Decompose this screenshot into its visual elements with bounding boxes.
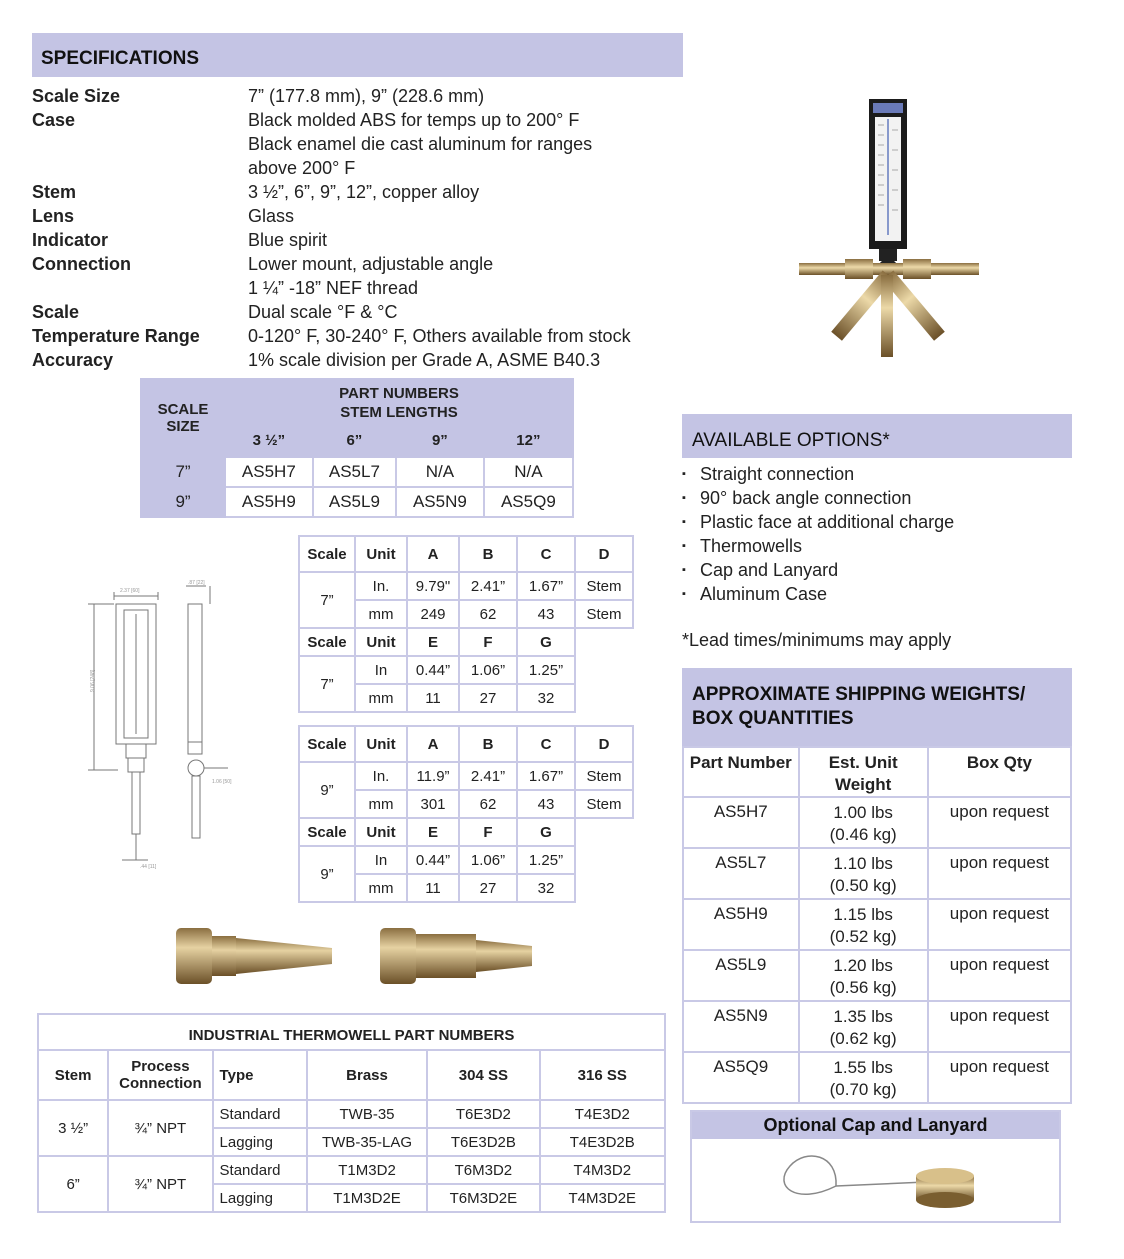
dimension-scale-cell: 7” [299, 572, 355, 628]
thermowell-connection: ¾” NPT [108, 1100, 212, 1156]
weight-lbs: 1.55 lbs [833, 1058, 893, 1077]
weight-lbs: 1.35 lbs [833, 1007, 893, 1026]
thermowell-header: 304 SS [427, 1050, 539, 1100]
dimension-header: Unit [355, 536, 407, 572]
spec-value-line: 1% scale division per Grade A, ASME B40.3 [248, 350, 601, 370]
thermowell-part-number: T4M3D2 [540, 1156, 665, 1184]
dimension-scale-cell: 7” [299, 656, 355, 712]
thermowell-stem: 6” [38, 1156, 108, 1212]
thermowell-photo-lagging [376, 922, 538, 992]
table-row [38, 1156, 665, 1184]
spec-value [248, 348, 688, 372]
part-number-cell: AS5L7 [313, 457, 396, 487]
dimension-header: G [517, 628, 575, 656]
shipping-box-qty: upon request [928, 899, 1071, 950]
stem-length-header: 6” [313, 423, 396, 457]
stem-length-header: 3 ½” [225, 423, 313, 457]
thermowell-part-number: TWB-35 [307, 1100, 427, 1128]
thermowell-header: Stem [38, 1050, 108, 1100]
thermowell-part-number: T6E3D2B [427, 1128, 539, 1156]
shipping-box-qty: upon request [928, 1052, 1071, 1103]
shipping-header: Part Number [683, 747, 799, 797]
dimension-unit: mm [355, 790, 407, 818]
cap-lanyard-photo [776, 1146, 994, 1216]
spec-label: Temperature Range [32, 326, 200, 346]
dimension-header: D [575, 536, 633, 572]
blank-cell [575, 846, 633, 874]
scale-size-cell: 7” [141, 457, 225, 487]
shipping-header: Est. Unit Weight [799, 747, 928, 797]
dimension-header: E [407, 628, 459, 656]
dimension-value: 0.44” [407, 846, 459, 874]
weight-lbs: 1.20 lbs [833, 956, 893, 975]
dimension-unit: In [355, 846, 407, 874]
dimension-unit: mm [355, 874, 407, 902]
thermowell-header: 316 SS [540, 1050, 665, 1100]
spec-label: Indicator [32, 230, 109, 250]
dimension-header: A [407, 726, 459, 762]
spec-value [248, 108, 688, 180]
shipping-weight [799, 797, 928, 848]
dimension-value: 62 [459, 790, 517, 818]
spec-value-line: 3 ½”, 6”, 9”, 12”, copper alloy [248, 182, 480, 202]
table-row [683, 1001, 1071, 1052]
shipping-part-number: AS5N9 [683, 1001, 799, 1052]
blank-cell [575, 818, 633, 846]
thermowell-connection: ¾” NPT [108, 1156, 212, 1212]
thermowell-part-number: T1M3D2 [307, 1156, 427, 1184]
dimension-value: 9.79" [407, 572, 459, 600]
stem-length-header: 9” [396, 423, 484, 457]
dimension-value: 27 [459, 684, 517, 712]
dimension-header: Unit [355, 818, 407, 846]
shipping-header: Box Qty [928, 747, 1071, 797]
spec-value-line: Blue spirit [248, 230, 328, 250]
dimension-header: E [407, 818, 459, 846]
shipping-heading [682, 668, 1072, 746]
dimension-value: 1.67” [517, 572, 575, 600]
svg-text:.44 [11]: .44 [11] [140, 864, 157, 870]
scale-size-header: SCALE SIZE [141, 379, 225, 457]
spec-value [248, 228, 688, 252]
dimension-header: B [459, 726, 517, 762]
option-item: ▪ 90° back angle connection [682, 486, 1072, 510]
part-number-cell: N/A [396, 457, 484, 487]
thermowell-header: Brass [307, 1050, 427, 1100]
blank-cell [575, 656, 633, 684]
table-row [683, 848, 1071, 899]
thermowell-table-title: INDUSTRIAL THERMOWELL PART NUMBERS [38, 1014, 665, 1050]
cap-title: Optional Cap and Lanyard [692, 1112, 1059, 1139]
thermometer-product-photo [795, 95, 980, 360]
dimension-header: G [517, 818, 575, 846]
spec-label: Connection [32, 254, 131, 274]
dimension-value: Stem [575, 572, 633, 600]
spec-value-line: Black enamel die cast aluminum for ranges [248, 134, 593, 154]
dimension-value: 11.9” [407, 762, 459, 790]
dimension-value: 62 [459, 600, 517, 628]
dimension-scale-cell: 9” [299, 846, 355, 902]
thermowell-type: Standard [213, 1100, 307, 1128]
dimension-value: 1.25” [517, 656, 575, 684]
dimension-value: Stem [575, 790, 633, 818]
weight-lbs: 1.00 lbs [833, 803, 893, 822]
part-number-cell: AS5N9 [396, 487, 484, 517]
dimension-value: 32 [517, 874, 575, 902]
shipping-heading-line2: BOX QUANTITIES [692, 708, 854, 729]
thermowell-stem: 3 ½” [38, 1100, 108, 1156]
dimension-value: 27 [459, 874, 517, 902]
dimension-value: 2.41” [459, 572, 517, 600]
thermowell-type: Lagging [213, 1184, 307, 1212]
dimension-unit: mm [355, 600, 407, 628]
thermowell-part-number: T6M3D2E [427, 1184, 539, 1212]
svg-text:.87 [22]: .87 [22] [188, 580, 205, 586]
shipping-part-number: AS5L7 [683, 848, 799, 899]
spec-value [248, 324, 688, 348]
table-row [38, 1100, 665, 1128]
shipping-weight [799, 848, 928, 899]
shipping-table [682, 746, 1072, 1104]
weight-kg: (0.52 kg) [829, 927, 897, 946]
dimension-header: A [407, 536, 459, 572]
dimension-value: 301 [407, 790, 459, 818]
table-row [683, 1052, 1071, 1103]
spec-label: Accuracy [32, 350, 114, 370]
dimension-value: 11 [407, 684, 459, 712]
blank-cell [575, 874, 633, 902]
spec-value-line: 7” (177.8 mm), 9” (228.6 mm) [248, 86, 485, 106]
svg-text:1.06 [50]: 1.06 [50] [212, 779, 232, 785]
shipping-weight [799, 950, 928, 1001]
dimension-header: F [459, 628, 517, 656]
dimension-unit: mm [355, 684, 407, 712]
dimension-value: 11 [407, 874, 459, 902]
weight-kg: (0.46 kg) [829, 825, 897, 844]
svg-text:2.37 [60]: 2.37 [60] [120, 588, 140, 594]
weight-lbs: 1.10 lbs [833, 854, 893, 873]
part-numbers-table [140, 378, 574, 518]
dimension-header: B [459, 536, 517, 572]
table-row [683, 899, 1071, 950]
spec-value [248, 84, 688, 108]
dimension-header: Scale [299, 536, 355, 572]
thermowell-table [37, 1013, 666, 1213]
spec-value [248, 204, 688, 228]
table-row [141, 487, 573, 517]
part-numbers-title [225, 379, 573, 423]
spec-value [248, 252, 688, 300]
weight-kg: (0.50 kg) [829, 876, 897, 895]
part-number-cell: AS5H7 [225, 457, 313, 487]
options-list [682, 462, 1072, 606]
dimension-unit: In. [355, 762, 407, 790]
spec-value-line: Lower mount, adjustable angle [248, 254, 494, 274]
thermowell-photo-straight [172, 922, 338, 992]
part-number-cell: AS5Q9 [484, 487, 573, 517]
weight-kg: (0.70 kg) [829, 1080, 897, 1099]
thermowell-header: Type [213, 1050, 307, 1100]
dimension-header: Unit [355, 726, 407, 762]
scale-size-cell: 9” [141, 487, 225, 517]
dimension-value: 32 [517, 684, 575, 712]
option-item: ▪ Aluminum Case [682, 582, 1072, 606]
thermowell-part-number: T1M3D2E [307, 1184, 427, 1212]
spec-label: Scale [32, 302, 80, 322]
thermowell-part-number: T4E3D2B [540, 1128, 665, 1156]
shipping-box-qty: upon request [928, 848, 1071, 899]
dimension-header: Scale [299, 628, 355, 656]
options-note: *Lead times/minimums may apply [682, 630, 952, 650]
spec-value [248, 180, 688, 204]
part-number-cell: N/A [484, 457, 573, 487]
dimension-value: 1.25” [517, 846, 575, 874]
table-row [683, 797, 1071, 848]
dimension-value: 0.44” [407, 656, 459, 684]
option-item: ▪ Plastic face at additional charge [682, 510, 1072, 534]
dimension-header: C [517, 536, 575, 572]
thermowell-part-number: T4E3D2 [540, 1100, 665, 1128]
spec-label: Stem [32, 182, 77, 202]
dimension-header: Unit [355, 628, 407, 656]
weight-kg: (0.62 kg) [829, 1029, 897, 1048]
thermometer-dimension-drawing [78, 578, 250, 870]
shipping-weight [799, 899, 928, 950]
dimension-table [298, 535, 634, 713]
blank-cell [575, 684, 633, 712]
spec-value-line: 1 ¼” -18” NEF thread [248, 278, 419, 298]
dimension-value: 1.67” [517, 762, 575, 790]
spec-value-line: above 200° F [248, 158, 356, 178]
dimension-header: C [517, 726, 575, 762]
thermowell-header: Process Connection [108, 1050, 212, 1100]
part-numbers-title-line1: PART NUMBERS [339, 385, 459, 402]
spec-value [248, 300, 688, 324]
dimension-value: 249 [407, 600, 459, 628]
shipping-box-qty: upon request [928, 1001, 1071, 1052]
dimension-unit: In. [355, 572, 407, 600]
dimension-unit: In [355, 656, 407, 684]
spec-label: Lens [32, 206, 75, 226]
blank-cell [575, 628, 633, 656]
shipping-box-qty: upon request [928, 950, 1071, 1001]
dimension-scale-cell: 9” [299, 762, 355, 818]
dimension-value: 1.06” [459, 656, 517, 684]
dimension-value: 43 [517, 600, 575, 628]
part-numbers-title-line2: STEM LENGTHS [340, 404, 458, 421]
shipping-part-number: AS5H7 [683, 797, 799, 848]
weight-kg: (0.56 kg) [829, 978, 897, 997]
shipping-box-qty: upon request [928, 797, 1071, 848]
dimension-value: 1.06” [459, 846, 517, 874]
dimension-header: F [459, 818, 517, 846]
dimension-value: Stem [575, 600, 633, 628]
spec-value-line: Dual scale °F & °C [248, 302, 398, 322]
spec-label: Scale Size [32, 86, 121, 106]
table-row [683, 950, 1071, 1001]
table-row [141, 457, 573, 487]
thermowell-part-number: T4M3D2E [540, 1184, 665, 1212]
part-number-cell: AS5L9 [313, 487, 396, 517]
weight-lbs: 1.15 lbs [833, 905, 893, 924]
shipping-heading-line1: APPROXIMATE SHIPPING WEIGHTS/ [692, 684, 1026, 705]
spec-value-line: 0-120° F, 30-240° F, Others available from stock [248, 326, 631, 346]
shipping-part-number: AS5H9 [683, 899, 799, 950]
dimension-header: D [575, 726, 633, 762]
thermowell-part-number: TWB-35-LAG [307, 1128, 427, 1156]
dimension-header: Scale [299, 818, 355, 846]
dimension-header: Scale [299, 726, 355, 762]
option-item: ▪ Thermowells [682, 534, 1072, 558]
dimension-value: 43 [517, 790, 575, 818]
shipping-part-number: AS5Q9 [683, 1052, 799, 1103]
stem-length-header: 12” [484, 423, 573, 457]
dimension-value: Stem [575, 762, 633, 790]
shipping-part-number: AS5L9 [683, 950, 799, 1001]
shipping-weight [799, 1001, 928, 1052]
option-item: ▪ Cap and Lanyard [682, 558, 1072, 582]
thermowell-type: Standard [213, 1156, 307, 1184]
part-number-cell: AS5H9 [225, 487, 313, 517]
spec-value-line: Glass [248, 206, 295, 226]
spec-label: Case [32, 110, 76, 130]
shipping-weight [799, 1052, 928, 1103]
thermowell-part-number: T6M3D2 [427, 1156, 539, 1184]
specifications-heading: SPECIFICATIONS [32, 33, 683, 77]
svg-text:9.06 [248]: 9.06 [248] [90, 669, 96, 692]
options-heading: AVAILABLE OPTIONS* [682, 414, 1072, 458]
spec-value-line: Black molded ABS for temps up to 200° F [248, 110, 580, 130]
dimension-table [298, 725, 634, 903]
thermowell-part-number: T6E3D2 [427, 1100, 539, 1128]
thermowell-type: Lagging [213, 1128, 307, 1156]
option-item: ▪ Straight connection [682, 462, 1072, 486]
dimension-value: 2.41” [459, 762, 517, 790]
